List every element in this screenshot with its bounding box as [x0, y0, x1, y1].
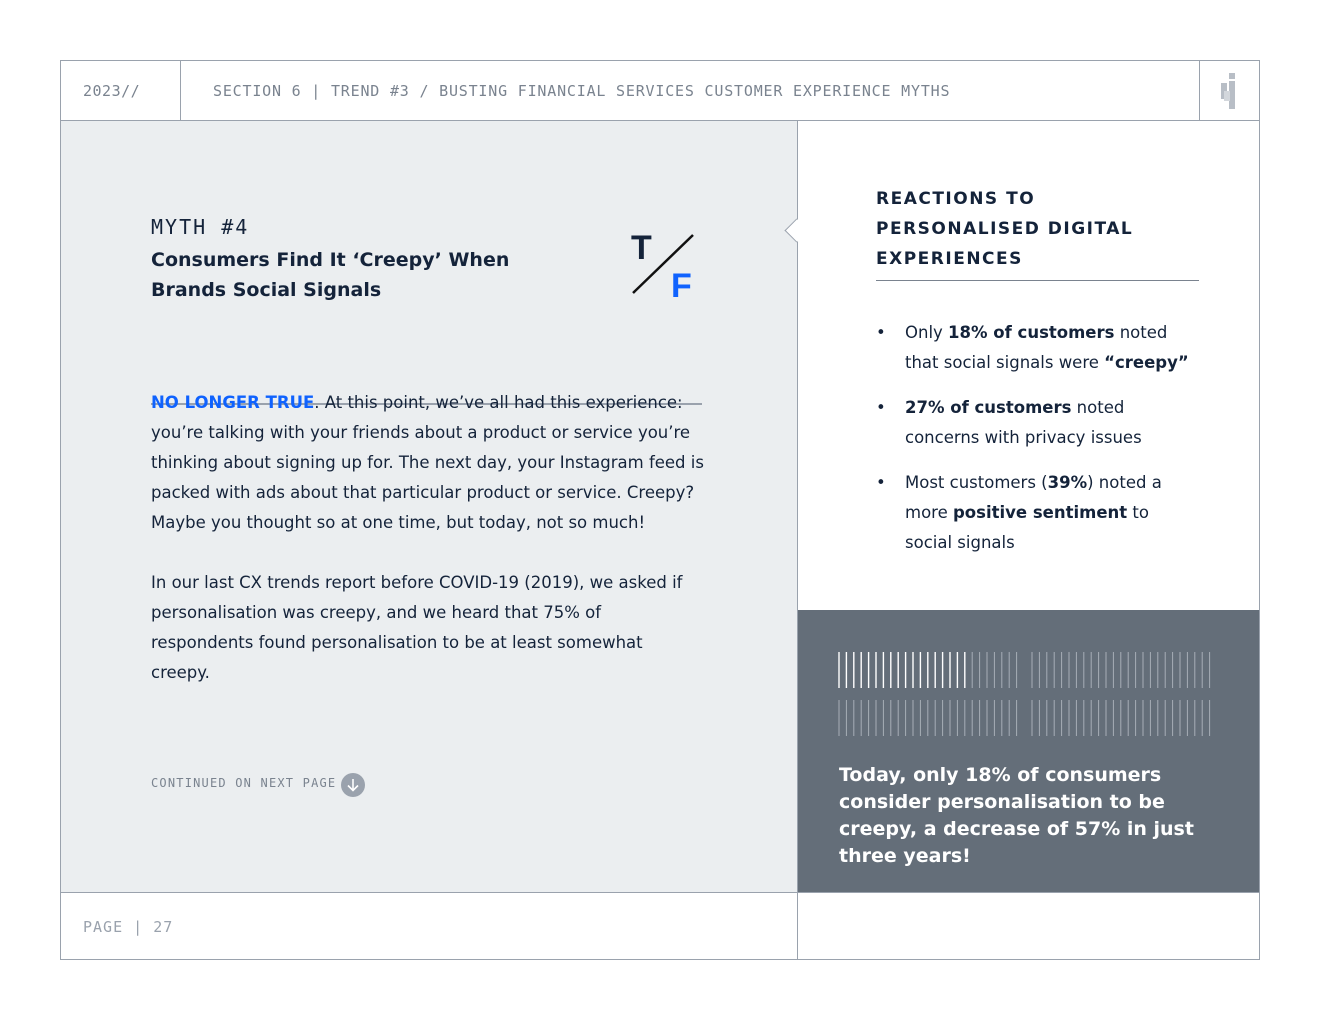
header-section-title: SECTION 6 | TREND #3 / BUSTING FINANCIAL SERVICES CUSTOMER EXPERIENCE MYTHS [213, 82, 951, 100]
body-paragraph-2: In our last CX trends report before COVID-19 (2019), we asked if personalisation was creepy, and we heard that 75% of respondents found personalisation to be at least somewhat creepy. [151, 573, 683, 682]
brand-logo-icon [1199, 61, 1260, 120]
reactions-list [876, 318, 1196, 573]
page-footer [61, 892, 1259, 960]
verdict-highlight: NO LONGER TRUE [151, 393, 315, 412]
page-frame [60, 60, 1260, 960]
page-number: PAGE | 27 [83, 918, 174, 936]
list-item: • Only 18% of customers noted that social signals were “creepy” [876, 318, 1196, 378]
header-year: 2023// [83, 82, 141, 100]
continued-label: CONTINUED ON NEXT PAGE [151, 776, 337, 790]
true-false-icon [627, 229, 697, 299]
tally-bars-graphic [838, 652, 1218, 740]
arrow-down-icon[interactable] [341, 773, 365, 797]
myth-title: Consumers Find It ‘Creepy’ When Brands Social Signals [151, 249, 510, 301]
myth-panel [61, 121, 798, 892]
body-paragraph-1 [151, 388, 706, 538]
myth-number: MYTH #4 [151, 215, 250, 239]
page-header [61, 61, 1259, 121]
list-item: • 27% of customers noted concerns with privacy issues [876, 393, 1196, 453]
stat-callout [798, 610, 1259, 892]
tf-false-letter: F [671, 267, 692, 299]
tf-true-letter: T [631, 229, 652, 267]
list-item: • Most customers (39%) noted a more positive sentiment to social signals [876, 468, 1196, 558]
stat-text: Today, only 18% of consumers consider personalisation to be creepy, a decrease of 57% in just three years! [839, 764, 1194, 867]
footer-left-cell [61, 893, 798, 960]
header-year-cell [61, 61, 181, 120]
paragraph-1-text: . At this point, we’ve all had this experience: you’re talking with your friends about a product or service you’re thinking about signing up for. The next day, your Instagram feed is packed with ads about that particular product or service. Creepy? Maybe you thought so at one time, but today, not so much! [151, 393, 704, 532]
reactions-divider [876, 280, 1199, 281]
reactions-title: REACTIONS TO PERSONALISED DIGITAL EXPERIENCES [876, 189, 1134, 269]
